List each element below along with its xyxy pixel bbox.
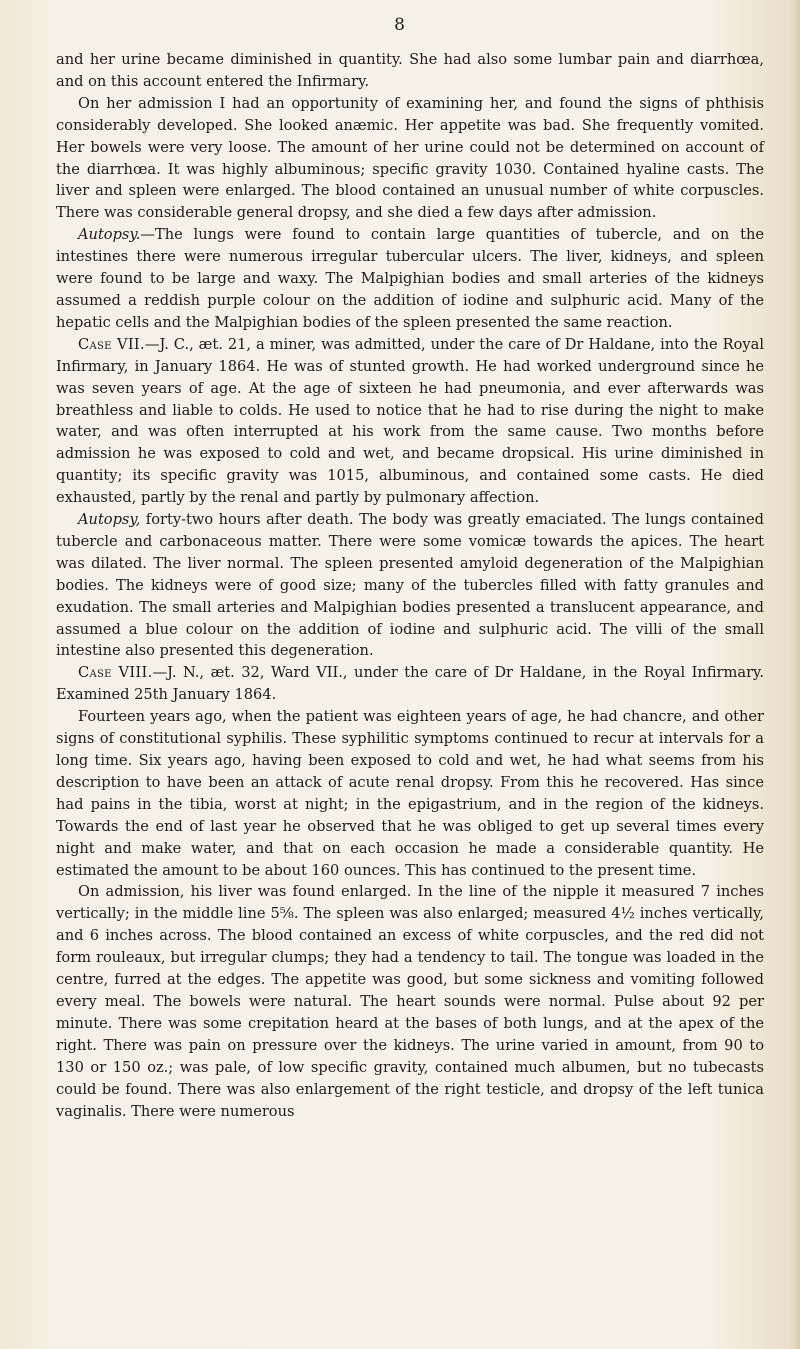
case-heading: Case VIII. — [78, 664, 153, 682]
paragraph-text: —J. C., æt. 21, a miner, was admitted, under the care of Dr Haldane, into the Royal Infirmary, in January 1864. He was of stunted growth. He had worked underground since he was seven years of age. At the age of sixteen he had pneumonia, and ever afterwards was breathless and liable to colds. He used to notice that he had to rise during the night to make water, and was often interrupted at his work from the same cause. Two months before admission he was exposed to cold and wet, and became dropsical. His urine diminished in quantity; its specific gravity was 1015, albuminous, and contained some casts. He died exhausted, partly by the renal and partly by pulmonary affection. — [56, 335, 764, 507]
paragraph — [56, 509, 764, 662]
paragraph-text: and her urine became diminished in quantity. She had also some lumbar pain and diarrhœa, and on this account entered the Infirmary. — [56, 51, 764, 90]
paragraph-lead: Autopsy. — [78, 226, 141, 244]
paragraph — [56, 881, 764, 1122]
paragraph-text: —J. N., æt. 32, Ward VII., under the care of Dr Haldane, in the Royal Infirmary. Examined 25th January 1864. — [56, 664, 764, 704]
paragraph-text: forty-two hours after death. The body was greatly emaciated. The lungs contained tubercle and carbonaceous matter. There were some vomicæ towards the apices. The heart was dilated. The liver normal. The spleen presented amyloid degeneration of the Malpighian bodies. The kidneys were of good size; many of the tubercles filled with fatty granules and exudation. The small arteries and Malpighian bodies presented a translucent appearance, and assumed a blue colour on the addition of iodine and sulphuric acid. The villi of the small intestine also presented this degeneration. — [56, 511, 764, 660]
paragraph — [56, 662, 764, 706]
page-number: 8 — [394, 15, 406, 35]
paragraph-text: On her admission I had an opportunity of examining her, and found the signs of phthisis considerably developed. She looked anæmic. Her appetite was bad. She frequently vomited. Her bowels were very loose. The amount of her urine could not be determined on account of the diarrhœa. It was highly albuminous; specific gravity 1030. Contained hyaline casts. The liver and spleen were enlarged. The blood contained an unusual number of white corpuscles. There was considerable general dropsy, and she died a few days after admission. — [56, 94, 764, 222]
body-text — [56, 49, 764, 1122]
paragraph — [56, 93, 764, 224]
paragraph-text: Fourteen years ago, when the patient was eighteen years of age, he had chancre, and other signs of constitutional syphilis. These syphilitic symptoms continued to recur at intervals for a long time. Six years ago, having been exposed to cold and wet, he had what seems from his description to have been an attack of acute renal dropsy. From this he recovered. Has since had pains in the tibia, worst at night; in the epigastrium, and in the region of the kidneys. Towards the end of last year he observed that he was obliged to get up several times every night and make water, and that on each occasion he made a considerable quantity. He estimated the amount to be about 160 ounces. This has continued to the present time. — [56, 708, 764, 879]
paragraph — [56, 224, 764, 334]
paragraph-text: —The lungs were found to contain large quantities of tubercle, and on the intestines there were numerous irregular tubercular ulcers. The liver, kidneys, and spleen were found to be large and waxy. The Malpighian bodies and small arteries of the kidneys assumed a reddish purple colour on the addition of iodine and sulphuric acid. Many of the hepatic cells and the Malpighian bodies of the spleen presented the same reaction. — [56, 226, 764, 331]
paragraph-lead: Autopsy, — [78, 511, 141, 529]
case-heading: Case VII. — [78, 335, 145, 353]
paragraph-text: On admission, his liver was found enlarged. In the line of the nipple it measured 7 inches vertically; in the middle line 5⅝. The spleen was also enlarged; measured 4½ inches vertically, and 6 inches across. The blood contained an excess of white corpuscles, and the red did not form rouleaux, but irregular clumps; they had a tendency to tail. The tongue was loaded in the centre, furred at the edges. The appetite was good, but some sickness and vomiting followed every meal. The bowels were natural. The heart sounds were normal. Pulse about 92 per minute. There was some crepitation heard at the bases of both lungs, and at the apex of the right. There was pain on pressure over the kidneys. The urine varied in amount, from 90 to 130 or 150 oz.; was pale, of low specific gravity, contained much albumen, but no tubecasts could be found. There was also enlargement of the right testicle, and dropsy of the left tunica vaginalis. There were numerous — [56, 883, 764, 1120]
paragraph — [56, 706, 764, 881]
paragraph — [56, 49, 764, 93]
paragraph — [56, 334, 764, 509]
